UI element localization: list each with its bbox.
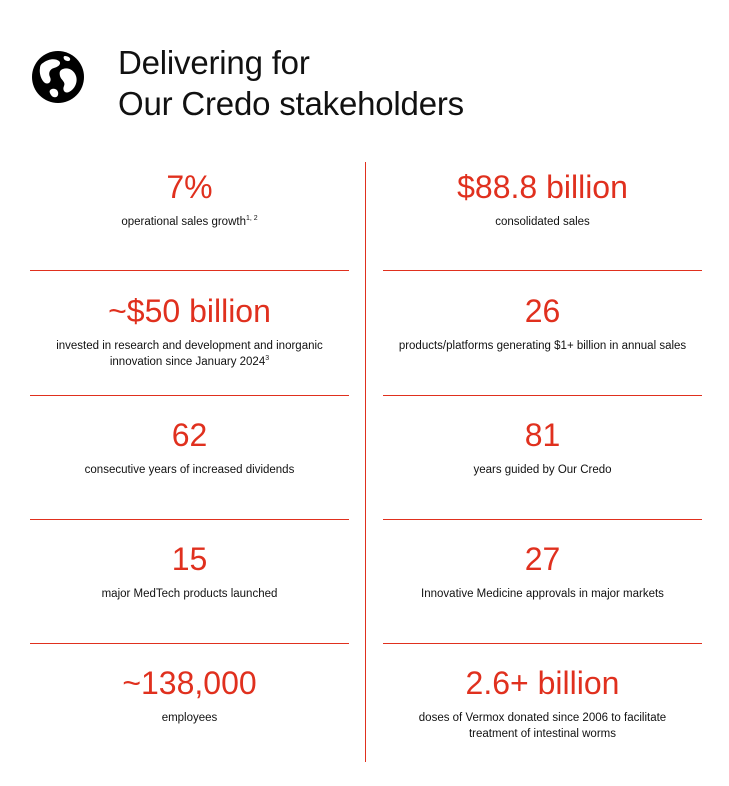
stat-credo-years	[383, 416, 702, 478]
stat-label	[30, 586, 349, 602]
stat-operational-sales-growth	[30, 168, 349, 230]
row-rule	[383, 395, 702, 396]
stat-value: 81	[524, 417, 561, 453]
stat-value: 15	[171, 541, 208, 577]
stat-value: ~$50 billion	[108, 293, 271, 329]
stat-billion-dollar-platforms	[383, 292, 702, 354]
page-title	[118, 42, 464, 124]
stat-label	[383, 214, 702, 230]
stat-label	[30, 338, 349, 370]
stat-label-line: invested in research and development and inorganic	[56, 340, 323, 352]
footnote-ref: 1, 2	[245, 215, 258, 222]
stat-label-line: operational sales growth	[121, 216, 246, 228]
stat-value: $88.8 billion	[457, 169, 628, 205]
stat-research-investment	[30, 292, 349, 370]
stat-value: 2.6+ billion	[465, 665, 620, 701]
stat-label	[30, 462, 349, 478]
column-divider	[365, 162, 366, 762]
stat-label-line: products/platforms generating $1+ billion in annual sales	[398, 340, 687, 352]
stat-value: 7%	[166, 169, 213, 205]
stat-label	[383, 462, 702, 478]
stat-medtech-launches	[30, 540, 349, 602]
row-rule	[383, 270, 702, 271]
globe-icon	[30, 49, 86, 105]
stat-employees	[30, 664, 349, 726]
stat-label	[383, 710, 702, 742]
stat-label	[30, 214, 349, 230]
row-rule	[383, 519, 702, 520]
stat-label-line: consolidated sales	[495, 216, 590, 228]
stat-consolidated-sales	[383, 168, 702, 230]
stat-label-line: years guided by Our Credo	[473, 464, 612, 476]
stat-label-line: employees	[161, 712, 218, 724]
row-rule	[30, 270, 349, 271]
footnote-ref: 3	[265, 355, 270, 362]
stat-label-line: doses of Vermox donated since 2006 to facilitate	[418, 712, 667, 724]
stat-value: 26	[524, 293, 561, 329]
row-rule	[383, 643, 702, 644]
row-rule	[30, 395, 349, 396]
page-header	[30, 40, 710, 130]
stat-label-line: major MedTech products launched	[101, 588, 278, 600]
stat-value: 27	[524, 541, 561, 577]
stat-vermox-doses	[383, 664, 702, 742]
stat-label-line: innovation since January 2024	[109, 356, 266, 368]
title-line-2: Our Credo stakeholders	[118, 85, 464, 122]
stat-label-line: treatment of intestinal worms	[468, 728, 616, 740]
stat-label	[30, 710, 349, 726]
stat-label-line: consecutive years of increased dividends	[84, 464, 295, 476]
stat-value: ~138,000	[122, 665, 257, 701]
stat-medicine-approvals	[383, 540, 702, 602]
stat-value: 62	[171, 417, 208, 453]
stat-label-line: Innovative Medicine approvals in major markets	[421, 588, 664, 600]
stat-dividend-years	[30, 416, 349, 478]
stat-label	[383, 586, 702, 602]
title-line-1: Delivering for	[118, 44, 310, 81]
stat-label	[383, 338, 702, 354]
row-rule	[30, 643, 349, 644]
row-rule	[30, 519, 349, 520]
